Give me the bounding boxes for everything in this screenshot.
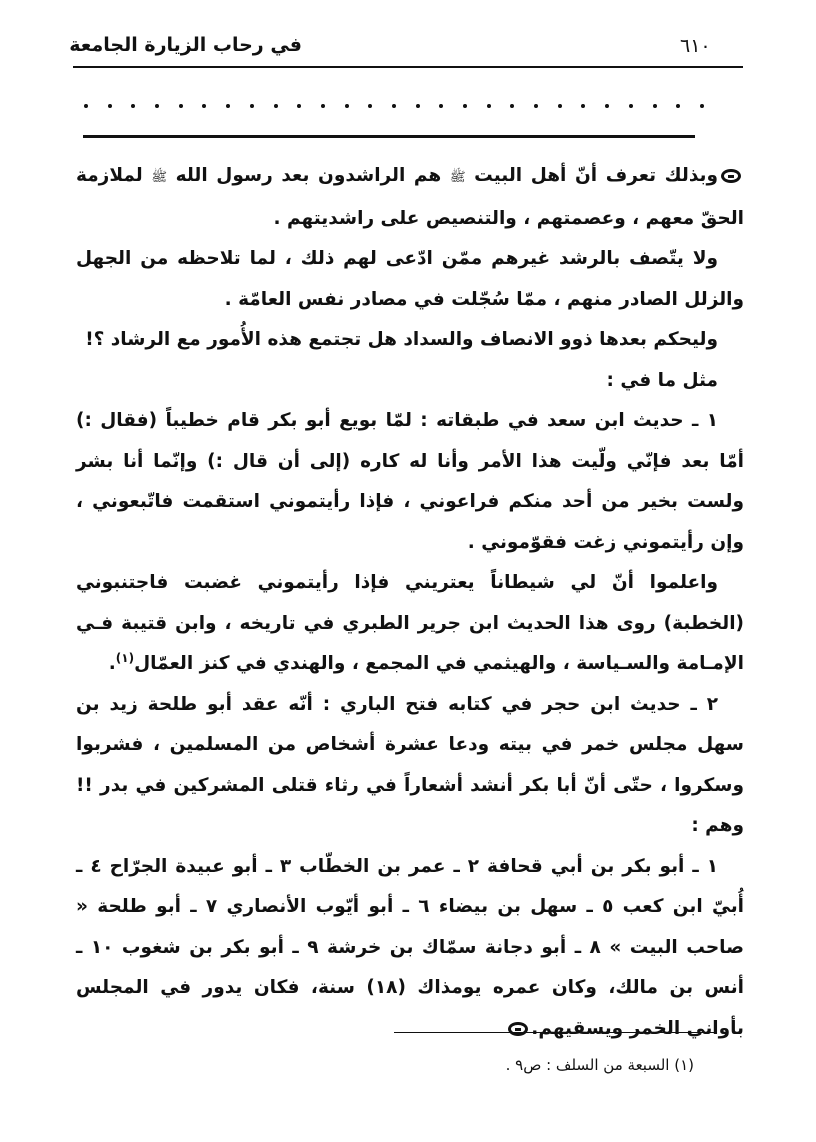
text-run: . bbox=[108, 653, 116, 674]
dot bbox=[226, 104, 230, 108]
quote-close-icon bbox=[508, 1022, 528, 1036]
dot bbox=[297, 104, 301, 108]
main-text bbox=[76, 156, 744, 1049]
dot bbox=[534, 104, 538, 108]
dot bbox=[439, 104, 443, 108]
list-item-2: ٢ ـ حديث ابن حجر في كتابه فتح الباري : أنّه عقد أبو طلحة زيد بن سهل مجلس خمر في بيته ودعا عشرة أشخاص من المسلمين ، فشربوا وسكروا ، حتّى أنّ أبا بكر أنشد أشعاراً في رثاء قتلى المشركين في بدر !! وهم : bbox=[76, 693, 744, 836]
dot bbox=[463, 104, 467, 108]
section-rule bbox=[83, 135, 695, 138]
dot bbox=[108, 104, 112, 108]
dot bbox=[700, 104, 704, 108]
dot bbox=[155, 104, 159, 108]
dot bbox=[605, 104, 609, 108]
dot bbox=[487, 104, 491, 108]
paragraph-others: ولا يتّصف بالرشد غيرهم ممّن ادّعى لهم ذلك ، لما تلاحظه من الجهل والزلل الصادر منهم ، ممّا سُجّلت في مصادر نفس العامّة . bbox=[76, 248, 744, 310]
list-item-1-continued bbox=[76, 563, 744, 685]
dot bbox=[581, 104, 585, 108]
salutation-glyph: ﷺ bbox=[449, 170, 466, 185]
running-title: في رحاب الزيارة الجامعة bbox=[69, 34, 302, 56]
text-run: وبذلك تعرف أنّ أهل البيت bbox=[474, 165, 718, 186]
ellipsis-separator bbox=[84, 98, 704, 114]
dot bbox=[653, 104, 657, 108]
footnote-rule bbox=[394, 1032, 714, 1033]
dot bbox=[416, 104, 420, 108]
dot bbox=[84, 104, 88, 108]
list-item-1: ١ ـ حديث ابن سعد في طبقاته : لمّا بويع أبو بكر قام خطيباً (فقال :) أمّا بعد فإنّي ولّيت هذا الأمر وأنا له كاره (إلى أن قال :) وإنّما أنا بشر ولست بخير من أحد منكم فراعوني ، فإذا رأيتموني استقمت فاتّبعوني ، وإن رأيتموني زغت فقوّموني . bbox=[76, 410, 744, 553]
dot bbox=[274, 104, 278, 108]
dot bbox=[202, 104, 206, 108]
text-run: لملازمة الحقّ معهم ، وعصمتهم ، والتنصيص على راشديتهم . bbox=[76, 165, 744, 229]
footnote-reference[interactable]: (١) bbox=[115, 650, 135, 665]
salutation-glyph: ﷺ bbox=[151, 170, 168, 185]
text-run: هم الراشدون بعد رسول الله bbox=[175, 165, 442, 186]
text-run: ١ ـ أبو بكر بن أبي قحافة ٢ ـ عمر بن الخطّاب ٣ ـ أبو عبيدة الجرّاح ٤ ـ أُبيّ ابن كعب ٥ ـ سهل بن بيضاء ٦ ـ أبو أيّوب الأنصاري ٧ ـ أبو طلحة « صاحب البيت » ٨ ـ أبو دجانة سمّاك بن خرشة ٩ ـ أبو بكر بن شغوب ١٠ ـ أنس بن مالك، وكان عمره يومذاك (١٨) سنة، فكان يدور في المجلس بأواني الخمر ويسقيهم. bbox=[76, 855, 745, 1039]
dot bbox=[250, 104, 254, 108]
dot bbox=[676, 104, 680, 108]
quote-open-icon bbox=[721, 169, 741, 183]
dot bbox=[392, 104, 396, 108]
dot bbox=[510, 104, 514, 108]
dot bbox=[321, 104, 325, 108]
dot bbox=[368, 104, 372, 108]
paragraph-judgement: وليحكم بعدها ذوو الانصاف والسداد هل تجتمع هذه الأُمور مع الرشاد ؟! bbox=[85, 329, 718, 350]
page-number: ٦١٠ bbox=[680, 35, 711, 57]
header-rule bbox=[73, 66, 743, 68]
dot bbox=[345, 104, 349, 108]
paragraph-examples-intro: مثل ما في : bbox=[606, 369, 718, 391]
paragraph-rightly-guided bbox=[76, 156, 744, 239]
dot bbox=[629, 104, 633, 108]
dot bbox=[558, 104, 562, 108]
footnote: (١) السبعة من السلف : ص٩ . bbox=[505, 1056, 694, 1074]
dot bbox=[131, 104, 135, 108]
names-list bbox=[76, 847, 744, 1050]
dot bbox=[179, 104, 183, 108]
text-run: واعلموا أنّ لي شيطاناً يعتريني فإذا رأيتموني غضبت فاجتنبوني (الخطبة) روى هذا الحديث ابن جرير الطبري في تاريخه ، وابن قتيبة فـي الإمـامة والسـياسة ، والهيثمي في المجمع ، والهندي في كنز العمّال bbox=[76, 572, 744, 674]
